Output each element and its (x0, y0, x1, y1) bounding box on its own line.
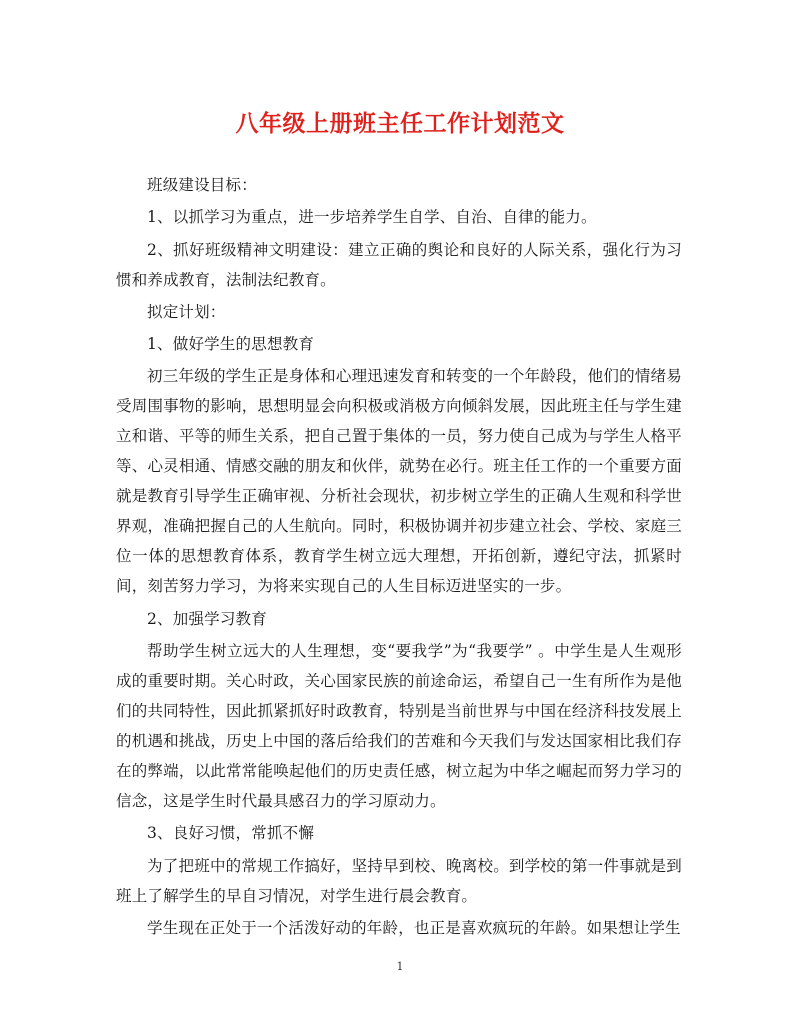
document-body (116, 170, 682, 945)
paragraph-class-goals-heading: 班级建设目标： (147, 176, 257, 194)
paragraph-goal-2: 2、抓好班级精神文明建设：建立正确的舆论和良好的人际关系，强化行为习惯和养成教育，法制法纪教育。 (116, 240, 682, 289)
page-number: 1 (396, 960, 404, 973)
paragraph-plan-3-continued: 学生现在正处于一个活泼好动的年龄，也正是喜欢疯玩的年龄。如果想让学生 (147, 918, 681, 937)
paragraph-plan-2-body: 帮助学生树立远大的人生理想，变“要我学”为“我要学” 。中学生是人生观形成的重要时期。关心时政，关心国家民族的前途命运，希望自己一生有所作为是他们的共同特性，因此抓紧抓好时政教育，特别是当前世界与中国在经济科技发展上的机遇和挑战，历史上中国的落后给我们的苦难和今天我们与发达国家相比我们存在的弊端，以此常常能唤起他们的历史责任感，树立起为中华之崛起而努力学习的信念，这是学生时代最具感召力的学习原动力。 (116, 642, 682, 811)
paragraph-plan-2-heading: 2、加强学习教育 (147, 609, 267, 628)
document-title: 八年级上册班主任工作计划范文 (235, 110, 565, 137)
paragraph-plan-3-heading: 3、良好习惯，常抓不懈 (147, 824, 315, 843)
paragraph-plan-1-body: 初三年级的学生正是身体和心理迅速发育和转变的一个年龄段，他们的情绪易受周围事物的影响，思想明显会向积极或消极方向倾斜发展，因此班主任与学生建立和谐、平等的师生关系，把自己置于集体的一员，努力使自己成为与学生人格平等、心灵相通、情感交融的朋友和伙伴，就势在必行。班主任工作的一个重要方面就是教育引导学生正确审视、分析社会现状，初步树立学生的正确人生观和科学世界观，准确把握自己的人生航向。同时，积极协调并初步建立社会、学校、家庭三位一体的思想教育体系，教育学生树立远大理想，开拓创新，遵纪守法，抓紧时间，刻苦努力学习，为将来实现自己的人生目标迈进坚实的一步。 (116, 367, 682, 596)
paragraph-plan-1-heading: 1、做好学生的思想教育 (147, 335, 315, 354)
paragraph-plan-3-body: 为了把班中的常规工作搞好，坚持早到校、晚离校。到学校的第一件事就是到班上了解学生的早自习情况，对学生进行晨会教育。 (116, 856, 682, 905)
paragraph-goal-1: 1、以抓学习为重点，进一步培养学生自学、自治、自律的能力。 (147, 208, 597, 227)
paragraph-plan-heading: 拟定计划： (147, 302, 226, 321)
